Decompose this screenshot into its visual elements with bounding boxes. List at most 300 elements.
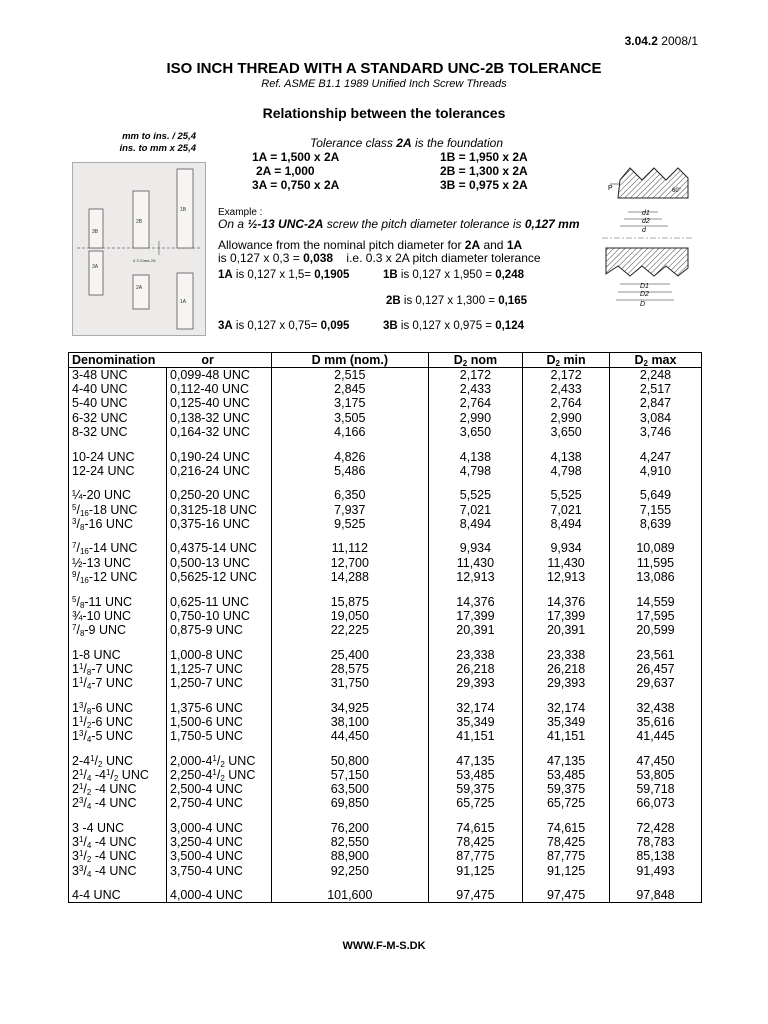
spacer-cell [69,478,167,489]
cell-d2-min: 41,151 [523,729,610,743]
cell-d2-nom: 23,338 [428,648,523,662]
cell-d2-nom: 26,218 [428,662,523,676]
alt-denomination-text: 0,5625-12 UNC [170,569,257,584]
alt-denomination-pre: 2,000-4 [170,753,213,768]
spacer-cell [272,531,429,542]
fraction-numerator: 1 [212,767,217,777]
spacer-cell [523,478,610,489]
tolerance-note-class: 2A [396,136,412,150]
page-title: ISO INCH THREAD WITH A STANDARD UNC-2B TOLERANCE [166,60,602,77]
cell-denomination [69,556,167,570]
cell-d2-max: 29,637 [609,676,701,690]
spacer-cell [272,690,429,701]
label-1a: 1A [180,299,187,305]
allowance-calc-line [218,251,541,265]
fraction-denominator: 2 [86,855,92,865]
cell-d2-min: 4,138 [523,449,610,463]
document-id [625,34,698,48]
label-center: 0.3 Class 2A [133,258,156,263]
cell-d2-max: 2,517 [609,382,701,396]
cell-d2-min: 29,393 [523,676,610,690]
cell-d2-min: 2,990 [523,411,610,425]
table-row [69,662,702,676]
cell-alt-denomination [167,676,272,690]
cell-d2-max: 23,561 [609,648,701,662]
spacer-cell [609,810,701,821]
fraction-denominator: 4 [86,773,92,783]
alt-denomination-text: 0,099-48 UNC [170,368,250,383]
cell-d2-nom: 20,391 [428,623,523,637]
table-row [69,729,702,743]
cell-d2-max: 7,155 [609,503,701,517]
fraction-numerator: 3 [78,796,84,806]
cell-d2-max: 4,247 [609,449,701,463]
cell-d2-max: 41,445 [609,729,701,743]
fraction-numerator: 1 [78,849,84,859]
spacer-cell [609,637,701,648]
spacer-cell [272,439,429,450]
alt-denomination-text: 0,190-24 UNC [170,449,250,464]
label-p: P [608,185,613,192]
cell-d2-min: 97,475 [523,888,610,903]
denomination-pre: 2 [72,767,79,782]
cell-d2-min: 59,375 [523,782,610,796]
section-subtitle: Relationship between the tolerances [262,105,506,121]
spacer-cell [272,478,429,489]
cell-alt-denomination [167,517,272,531]
spacer-cell [69,584,167,595]
cell-d2-max: 20,599 [609,623,701,637]
fraction-denominator: 2 [98,759,103,769]
cell-d-nom: 50,800 [272,754,429,768]
tolerance-diagram [72,162,206,336]
cell-d-nom: 14,288 [272,570,429,584]
cell-d2-min: 5,525 [523,488,610,502]
table-row [69,821,702,835]
example-prefix: On a [218,217,248,231]
denomination-text: 4-40 UNC [72,382,128,397]
fraction-numerator: 3 [72,516,77,526]
cell-denomination: $1^3/_4-5$ UNC [69,729,167,743]
fraction-denominator: 4 [86,841,92,851]
thread-profile-figure [598,162,698,314]
cell-d2-max: 91,493 [609,863,701,877]
alt-denomination-text: 2,500-4 UNC [170,782,243,797]
cell-alt-denomination [167,849,272,863]
calc-2b-label: 2B [386,295,401,307]
spacer-cell [167,478,272,489]
relation-2a: 2A = 1,000 [256,164,315,178]
cell-d2-min: 2,433 [523,382,610,396]
cell-d2-min: 53,485 [523,768,610,782]
example-value: 0,127 mm [524,217,580,231]
denomination-pre: 3 [72,849,79,864]
cell-d2-min: 23,338 [523,648,610,662]
table-row [69,449,702,463]
spacer-cell [167,584,272,595]
example-label: Example : [218,207,263,218]
example-line [218,217,580,231]
allowance-calc: is 0,127 x 0,3 = [218,251,304,265]
cell-d2-max: 53,805 [609,768,701,782]
cell-denomination [69,396,167,410]
table-row [69,368,702,383]
cell-denomination: $3^3/_4$ -4 UNC [69,863,167,877]
cell-denomination: $^7/_8-9$ UNC [69,623,167,637]
cell-d2-nom: 35,349 [428,715,523,729]
denomination-pre: 2 [72,782,79,797]
cell-d2-max: 3,084 [609,411,701,425]
cell-denomination [69,821,167,835]
denomination-text: 3 -4 UNC [72,820,125,835]
table-row [69,782,702,796]
label-2a: 2A [136,285,143,291]
alt-denomination-text: 0,112-40 UNC [170,382,249,397]
cell-d2-nom: 97,475 [428,888,523,903]
alt-denomination-pre: 2,250-4 [170,767,213,782]
alt-denomination-post: UNC [224,753,256,768]
cell-d-nom: 31,750 [272,676,429,690]
spacer-cell [69,690,167,701]
spacer-cell [272,584,429,595]
spacer-cell [609,743,701,754]
denomination-post: -11 UNC [84,594,133,609]
fraction-denominator: 16 [79,575,89,585]
cell-alt-denomination [167,715,272,729]
calc-1b-label: 1B [383,269,398,281]
calc-3a [218,320,349,332]
calc-1a [218,269,349,281]
spacer-cell [428,637,523,648]
denomination-post: -4 UNC [91,835,137,850]
fraction-numerator: 1 [105,767,111,777]
fraction-denominator: 4 [86,802,92,812]
alt-denomination-text: 3,500-4 UNC [170,849,243,864]
cell-denomination: $^3/_8-16$ UNC [69,517,167,531]
table-row [69,715,702,729]
cell-d2-max: 26,457 [609,662,701,676]
cell-d2-nom: 91,125 [428,863,523,877]
cell-alt-denomination [167,662,272,676]
denomination-post: -4 UNC [91,863,137,878]
fraction-denominator: 16 [79,508,89,518]
spacer-cell [609,690,701,701]
alt-denomination-text: 0,3125-18 UNC [170,502,257,517]
denomination-post: -14 UNC [88,541,138,556]
alt-denomination-text: 4,000-4 UNC [170,888,243,903]
denomination-pre: 1 [72,661,79,676]
alt-denomination-text: 2,750-4 UNC [170,796,243,811]
table-row [69,570,702,584]
cell-alt-denomination [167,541,272,555]
cell-denomination [69,488,167,502]
denomination-text: 1-8 UNC [72,647,121,662]
fraction-numerator: 9 [72,569,77,579]
spacer-cell [523,690,610,701]
cell-alt-denomination [167,488,272,502]
fraction-denominator: 16 [79,547,89,557]
cell-d2-nom: 41,151 [428,729,523,743]
cell-d2-nom: 29,393 [428,676,523,690]
cell-d2-min: 35,349 [523,715,610,729]
cell-d2-max: 97,848 [609,888,701,903]
calc-3a-value: 0,095 [320,320,350,332]
denomination-pre: 1 [72,675,79,690]
denomination-post: -4 UNC [91,782,137,797]
cell-alt-denomination: $2,000-4^1/_2$ UNC [167,754,272,768]
cell-d2-min: 4,798 [523,464,610,478]
cell-d-nom: 9,525 [272,517,429,531]
calc-2b [386,295,527,307]
calc-2b-text: is 0,127 x 1,300 = [400,295,499,307]
alt-denomination-text: 0,500-13 UNC [170,555,250,570]
calc-3b [383,320,524,332]
cell-alt-denomination [167,594,272,608]
fraction-denominator: 8 [86,706,92,716]
fraction-numerator: 3 [78,863,84,873]
cell-denomination [69,449,167,463]
cell-d2-nom: 65,725 [428,796,523,810]
label-angle: 60° [672,188,682,194]
relation-2b: 2B = 1,300 x 2A [440,164,528,178]
cell-d2-max: 66,073 [609,796,701,810]
cell-d2-min: 74,615 [523,821,610,835]
fraction-numerator: 7 [72,622,77,632]
spacer-cell [428,439,523,450]
cell-alt-denomination [167,503,272,517]
spacer-cell [69,439,167,450]
tolerance-diagram-graphic [73,163,205,335]
denomination-post: -16 UNC [84,516,134,531]
cell-d-nom: 92,250 [272,863,429,877]
fraction-denominator: 8 [79,522,85,532]
spacer-cell [167,531,272,542]
cell-d2-nom: 4,798 [428,464,523,478]
cell-d2-nom: 9,934 [428,541,523,555]
calc-3b-text: is 0,127 x 0,975 = [397,320,496,332]
cell-denomination: $2^1/_2$ -4 UNC [69,782,167,796]
fraction-denominator: 2 [86,788,92,798]
spacer-cell [428,690,523,701]
spacer-cell [69,878,167,889]
allowance-2a: 2A [464,238,481,252]
table-row [69,396,702,410]
fraction-denominator: 2 [113,773,119,783]
cell-d2-min: 14,376 [523,594,610,608]
header-d2-nom: $D_2$ nom [428,353,523,368]
table-row [69,464,702,478]
table-row [69,411,702,425]
conversion-in-to-mm: ins. to mm x 25,4 [119,143,196,154]
denomination-post: UNC [102,753,134,768]
table-row [69,676,702,690]
allowance-and: and [480,238,507,252]
table-row [69,488,702,502]
cell-alt-denomination [167,449,272,463]
spacer-cell [69,810,167,821]
cell-d2-nom: 32,174 [428,701,523,715]
table-row [69,541,702,555]
calc-3b-value: 0,124 [495,320,524,332]
cell-alt-denomination [167,570,272,584]
cell-d2-min: 12,913 [523,570,610,584]
doc-year: 2008/1 [661,34,698,48]
cell-d-nom: 4,826 [272,449,429,463]
cell-d-nom: 19,050 [272,609,429,623]
denomination-text: 10-24 UNC [72,449,135,464]
doc-number: 3.04.2 [624,34,658,48]
allowance-note: i.e. 0.3 x 2A pitch diameter tolerance [333,251,541,265]
cell-alt-denomination [167,863,272,877]
cell-d2-min: 9,934 [523,541,610,555]
cell-d-nom: 3,505 [272,411,429,425]
denomination-post: -4 UNC [91,849,137,864]
cell-d2-nom: 87,775 [428,849,523,863]
spacer-cell [167,637,272,648]
denomination-text: ¾-10 UNC [72,608,132,623]
table-row [69,623,702,637]
cell-d2-min: 8,494 [523,517,610,531]
cell-d2-min: 78,425 [523,835,610,849]
cell-d2-min: 2,764 [523,396,610,410]
table-spacer-row [69,637,702,648]
table-row [69,768,702,782]
cell-d2-max: 17,595 [609,609,701,623]
alt-denomination-text: 0,125-40 UNC [170,396,250,411]
cell-alt-denomination [167,888,272,903]
tolerance-note-prefix: Tolerance class [310,136,397,150]
cell-d-nom: 3,175 [272,396,429,410]
label-D1: D1 [640,283,649,290]
cell-denomination [69,609,167,623]
spacer-cell [272,878,429,889]
cell-alt-denomination [167,464,272,478]
calc-3a-text: is 0,127 x 0,75= [232,320,321,332]
alt-denomination-text: 0,625-11 UNC [170,594,249,609]
cell-d2-nom: 17,399 [428,609,523,623]
bar-3a [89,251,103,295]
cell-d2-nom: 53,485 [428,768,523,782]
cell-d-nom: 69,850 [272,796,429,810]
cell-alt-denomination: $2,250-4^1/_2$ UNC [167,768,272,782]
spacer-cell [167,743,272,754]
cell-denomination [69,382,167,396]
cell-denomination [69,425,167,439]
cell-d-nom: 82,550 [272,835,429,849]
label-3b: 3B [92,229,99,235]
cell-d2-nom: 14,376 [428,594,523,608]
label-d2: d2 [642,218,650,225]
cell-d2-max: 47,450 [609,754,701,768]
cell-d2-nom: 2,433 [428,382,523,396]
spacer-cell [428,878,523,889]
cell-d2-min: 91,125 [523,863,610,877]
cell-d2-nom: 7,021 [428,503,523,517]
table-spacer-row [69,810,702,821]
cell-d-nom: 6,350 [272,488,429,502]
cell-denomination: $2-4^1/_2$ UNC [69,754,167,768]
spacer-cell [69,531,167,542]
cell-d2-min: 26,218 [523,662,610,676]
spacer-cell [272,810,429,821]
cell-d-nom: 7,937 [272,503,429,517]
cell-denomination: $^5/_{16}-18$ UNC [69,503,167,517]
fraction-denominator: 8 [79,628,85,638]
cell-d2-min: 7,021 [523,503,610,517]
fraction-denominator: 2 [220,773,225,783]
table-spacer-row [69,584,702,595]
cell-alt-denomination [167,821,272,835]
label-1b: 1B [180,207,187,213]
cell-d2-max: 2,248 [609,368,701,383]
table-row [69,556,702,570]
cell-d-nom: 88,900 [272,849,429,863]
cell-alt-denomination [167,782,272,796]
alt-denomination-text: 1,375-6 UNC [170,700,243,715]
cell-d2-nom: 2,172 [428,368,523,383]
spacer-cell [428,810,523,821]
fraction-numerator: 3 [78,700,84,710]
cell-d2-nom: 59,375 [428,782,523,796]
table-row [69,701,702,715]
spacer-cell [523,584,610,595]
bar-2a [133,275,149,309]
spacer-cell [523,878,610,889]
denomination-post: -7 UNC [91,661,134,676]
spacer-cell [167,690,272,701]
table-row [69,888,702,903]
cell-d2-max: 5,649 [609,488,701,502]
spacer-cell [428,478,523,489]
spacer-cell [69,637,167,648]
cell-alt-denomination [167,411,272,425]
cell-d-nom: 44,450 [272,729,429,743]
fraction-denominator: 8 [79,600,85,610]
allowance-line [218,238,522,252]
cell-d2-max: 72,428 [609,821,701,835]
denomination-post: -9 UNC [84,622,127,637]
table-row [69,863,702,877]
cell-d2-min: 65,725 [523,796,610,810]
alt-denomination-text: 1,250-7 UNC [170,675,243,690]
cell-d-nom: 2,845 [272,382,429,396]
fraction-denominator: 4 [86,681,92,691]
cell-denomination: $3^1/_2$ -4 UNC [69,849,167,863]
denomination-text: ½-13 UNC [72,555,132,570]
denomination-text: 6-32 UNC [72,410,128,425]
cell-d2-max: 8,639 [609,517,701,531]
spacer-cell [428,584,523,595]
cell-alt-denomination [167,623,272,637]
denomination-pre: 3 [72,835,79,850]
cell-denomination: $^7/_{16}-14$ UNC [69,541,167,555]
fraction-numerator: 1 [78,767,84,777]
cell-denomination: $3^1/_4$ -4 UNC [69,835,167,849]
cell-d-nom: 11,112 [272,541,429,555]
relation-1a: 1A = 1,500 x 2A [252,150,340,164]
cell-d2-max: 3,746 [609,425,701,439]
denomination-post: UNC [118,767,149,782]
fraction-numerator: 5 [72,502,77,512]
denomination-pre: 3 [72,863,79,878]
table-row [69,835,702,849]
cell-d2-nom: 47,135 [428,754,523,768]
allowance-value: 0,038 [303,251,334,265]
spacer-cell [609,531,701,542]
cell-d2-min: 3,650 [523,425,610,439]
cell-denomination: $1^1/_4-7$ UNC [69,676,167,690]
denomination-post: -7 UNC [91,675,134,690]
